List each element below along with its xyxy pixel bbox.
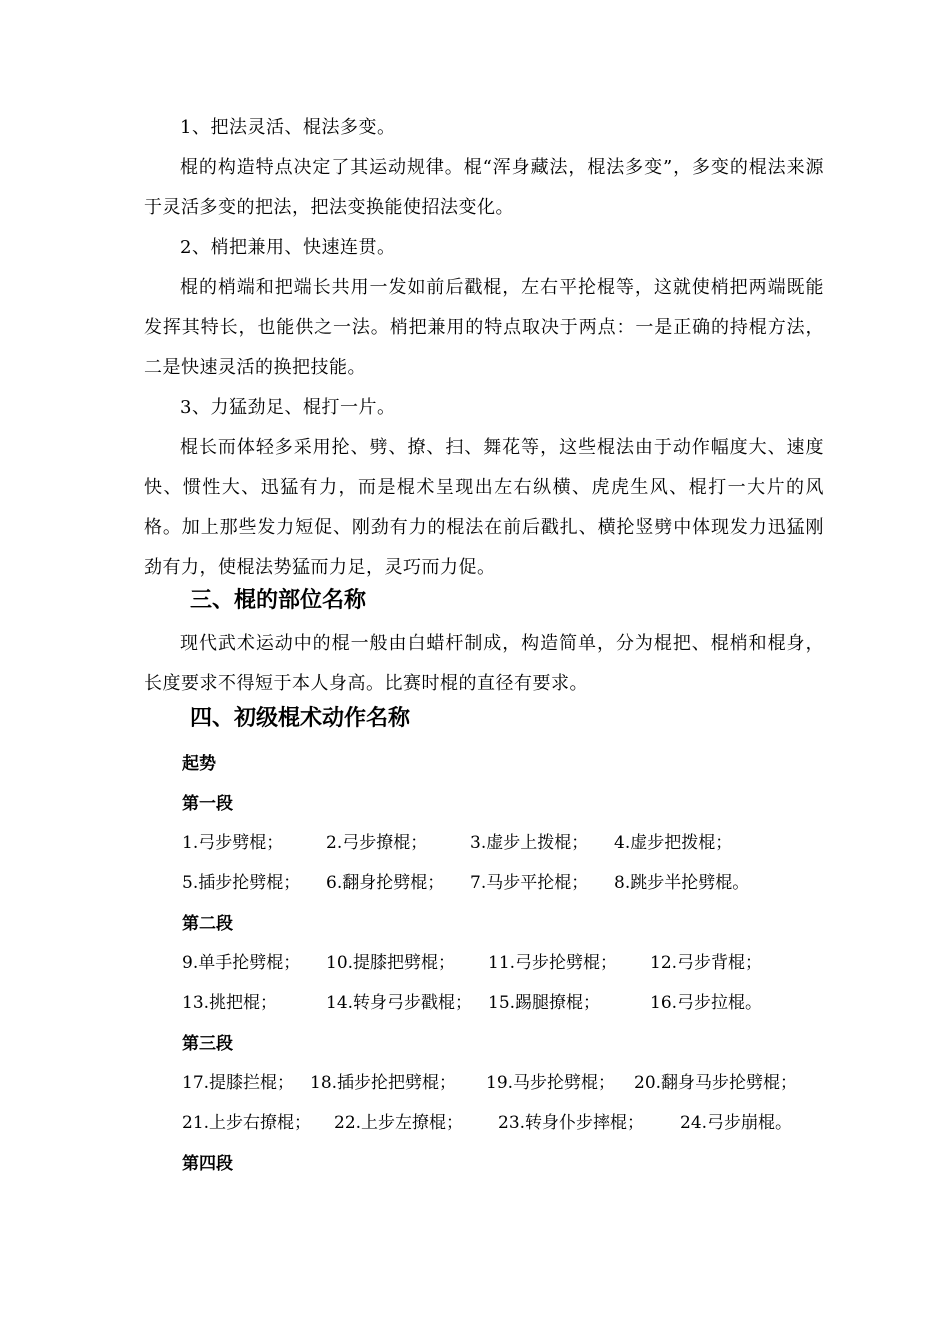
segment-4-title: 第四段 [182,1154,233,1174]
point-paragraph-3: 棍长而体轻多采用抡、劈、撩、扫、舞花等，这些棍法由于动作幅度大、速度快、惯性大、迅猛有力，而是棍术呈现出左右纵横、虎虎生风、棍打一大片的风格。加上那些发力短促、刚劲有力的棍法在前后戳扎、横抡竖劈中体现发力迅猛刚劲有力，使棍法势猛而力足，灵巧而力促。 [144,437,824,578]
point-paragraph-2: 棍的梢端和把端长共用一发如前后戳棍，左右平抡棍等，这就使梢把两端既能发挥其特长，也能供之一法。梢把兼用的特点取决于两点：一是正确的持棍方法，二是快速灵活的换把技能。 [144,277,824,378]
movement-item: 24.弓步崩棍。 [680,1113,793,1133]
movement-item: 9.单手抡劈棍； [182,953,301,973]
section-heading-movements: 四、初级棍术动作名称 [190,706,411,731]
point-heading-2: 2、梢把兼用、快速连贯。 [180,237,396,258]
movement-item: 6.翻身抡劈棍； [326,873,445,893]
point-heading-1: 1、把法灵活、棍法多变。 [180,117,396,138]
parts-paragraph: 现代武术运动中的棍一般由白蜡杆制成，构造简单，分为棍把、棍梢和棍身，长度要求不得短于本人身高。比赛时棍的直径有要求。 [144,633,824,694]
movement-item: 18.插步抡把劈棍； [310,1073,457,1093]
segment-1-row-1 [0,830,950,856]
movement-item: 3.虚步上拨棍； [470,833,589,853]
segment-1-row-2 [0,870,950,896]
movement-item: 10.提膝把劈棍； [326,953,456,973]
movement-item: 19.马步抡劈棍； [486,1073,616,1093]
movement-item: 5.插步抡劈棍； [182,873,301,893]
segment-3-row-2 [0,1110,950,1136]
movement-item: 23.转身仆步摔棍； [498,1113,645,1133]
point-paragraph-1: 棍的构造特点决定了其运动规律。棍“浑身藏法，棍法多变”，多变的棍法来源于灵活多变的把法，把法变换能使招法变化。 [144,157,824,218]
movement-item: 20.翻身马步抡劈棍； [634,1073,798,1093]
movement-item: 4.虚步把拨棍； [614,833,733,853]
movement-item: 11.弓步抡劈棍； [488,953,618,973]
movement-item: 8.跳步半抡劈棍。 [614,873,750,893]
movement-item: 13.挑把棍； [182,993,278,1013]
segment-3-row-1 [0,1070,950,1096]
start-posture-label: 起势 [182,754,216,774]
point-heading-3: 3、力猛劲足、棍打一片。 [180,397,396,418]
segment-1-title: 第一段 [182,794,233,814]
movement-item: 1.弓步劈棍； [182,833,284,853]
movement-item: 22.上步左撩棍； [334,1113,464,1133]
movement-item: 16.弓步拉棍。 [650,993,763,1013]
movement-item: 7.马步平抡棍； [470,873,589,893]
movement-item: 2.弓步撩棍； [326,833,428,853]
movement-item: 17.提膝拦棍； [182,1073,295,1093]
segment-3-title: 第三段 [182,1034,233,1054]
segment-2-row-1 [0,950,950,976]
segment-2-row-2 [0,990,950,1016]
movement-item: 12.弓步背棍； [650,953,763,973]
segment-2-title: 第二段 [182,914,233,934]
movement-item: 14.转身弓步戳棍； [326,993,473,1013]
section-heading-parts: 三、棍的部位名称 [190,588,367,613]
movement-item: 15.踢腿撩棍； [488,993,601,1013]
movement-item: 21.上步右撩棍； [182,1113,312,1133]
